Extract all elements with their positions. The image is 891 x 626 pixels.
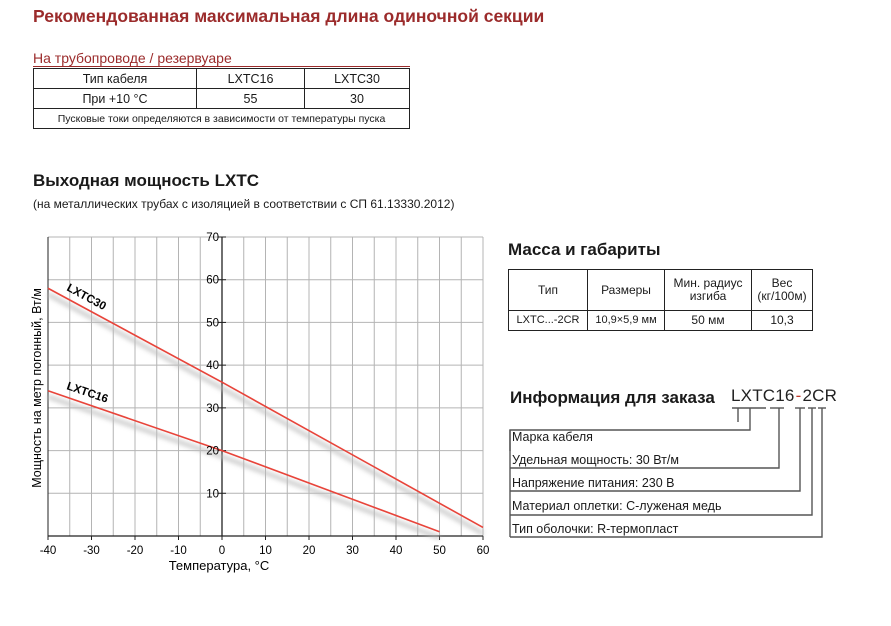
order-item-power: Удельная мощность: 30 Вт/м: [512, 453, 679, 467]
table-cell: 55: [197, 89, 305, 109]
power-chart: [0, 222, 500, 582]
section-caption: (на металлических трубах с изоляцией в соответствии с СП 61.13330.2012): [33, 197, 455, 211]
table-cell: Мин. радиус изгиба: [665, 270, 752, 311]
x-tick-label: 20: [302, 545, 316, 557]
x-tick-label: -10: [170, 545, 187, 557]
order-item-voltage: Напряжение питания: 230 В: [512, 476, 675, 490]
section-title-mass-dimensions: Масса и габариты: [508, 240, 661, 259]
table-cell: При +10 °C: [34, 89, 197, 109]
series-label-lxtc30: LXTC30: [64, 282, 108, 313]
y-tick-labels: [206, 232, 219, 500]
code-part-jacket: R: [824, 386, 838, 405]
table-cell: Вес (кг/100м): [752, 270, 813, 311]
x-tick-label: 10: [259, 545, 272, 557]
section-subtitle-pipe-tank: На трубопроводе / резервуаре: [33, 50, 232, 66]
code-part-voltage: 2: [802, 386, 813, 405]
table-row: [34, 89, 410, 109]
x-axis-label: Температура, °C: [168, 558, 270, 573]
order-code: [731, 386, 837, 406]
table-row: [509, 270, 813, 311]
code-part-dash: -: [795, 386, 802, 405]
section-title-output-power: Выходная мощность LXTC: [33, 171, 259, 190]
section-title-order-info: Информация для заказа: [510, 388, 715, 407]
mass-table: [508, 269, 813, 331]
x-tick-labels: [40, 545, 490, 557]
subtitle-underline: [33, 66, 410, 67]
y-tick-label: 60: [206, 274, 219, 287]
order-item-jacket: Тип оболочки: R-термопласт: [512, 522, 679, 536]
y-tick-label: 20: [206, 445, 219, 458]
table-row: [509, 311, 813, 331]
y-tick-label: 70: [206, 232, 219, 244]
x-tick-label: 0: [218, 545, 226, 557]
x-tick-label: 30: [346, 545, 359, 557]
x-tick-label: -30: [83, 545, 100, 557]
table-note: Пусковые токи определяются в зависимости от температуры пуска: [34, 109, 410, 129]
table-cell: 50 мм: [665, 311, 752, 331]
x-tick-label: -20: [126, 545, 144, 557]
code-part-brand: LXTC: [731, 386, 776, 405]
max-length-table: [33, 68, 410, 129]
table-cell: 10,3: [752, 311, 813, 331]
y-tick-label: 50: [206, 317, 219, 330]
order-item-brand: Марка кабеля: [512, 430, 593, 444]
series-label-lxtc16: LXTC16: [65, 380, 110, 406]
section-title-max-length: Рекомендованная максимальная длина одиночной секции: [33, 6, 545, 26]
x-tick-label: 60: [476, 545, 490, 557]
y-tick-label: 10: [206, 488, 219, 501]
y-tick-label: 40: [206, 360, 219, 373]
x-tick-label: -40: [39, 545, 57, 557]
x-tick-label: 50: [433, 545, 446, 557]
table-row: [34, 69, 410, 89]
table-cell: Размеры: [588, 270, 665, 311]
table-cell: 30: [305, 89, 410, 109]
table-cell: 10,9×5,9 мм: [588, 311, 665, 331]
y-tick-label: 30: [206, 402, 219, 415]
table-cell: LXTC30: [305, 69, 410, 89]
order-item-braid: Материал оплетки: С-луженая медь: [512, 499, 722, 513]
table-row: [34, 109, 410, 129]
table-cell: LXTC16: [197, 69, 305, 89]
x-tick-label: 40: [389, 545, 403, 557]
y-axis-label: Мощность на метр погонный, Вт/м: [30, 288, 44, 488]
table-cell: LXTC...-2CR: [509, 311, 588, 331]
table-cell: Тип: [509, 270, 588, 311]
table-cell: Тип кабеля: [34, 69, 197, 89]
code-part-power: 16: [775, 386, 795, 405]
code-part-braid: C: [812, 386, 825, 405]
